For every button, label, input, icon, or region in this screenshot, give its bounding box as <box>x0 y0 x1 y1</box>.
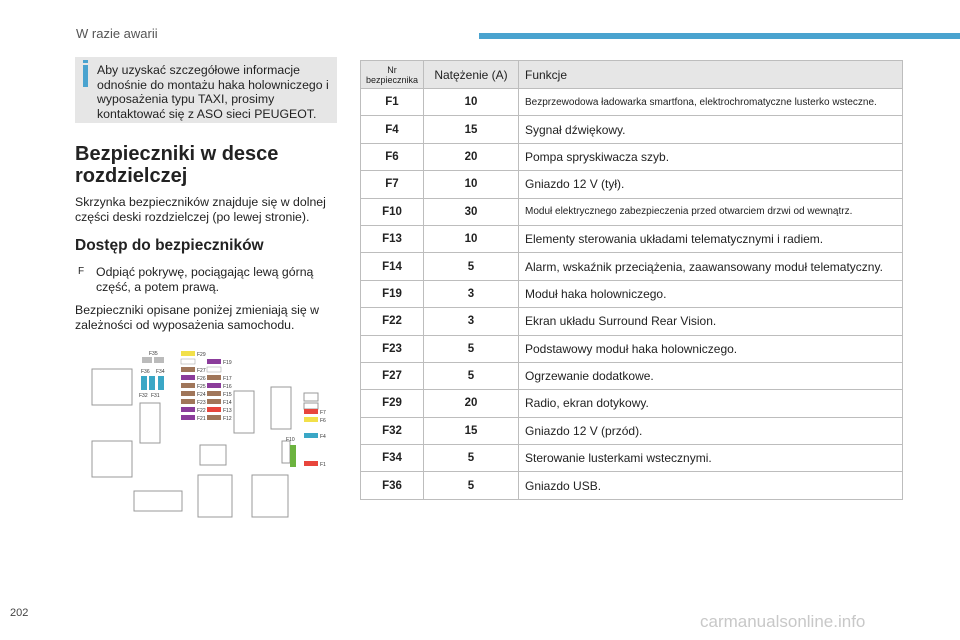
table-row <box>361 417 903 444</box>
fuse-number-cell: F14 <box>361 253 424 280</box>
section-title <box>75 143 345 187</box>
label-F35: F35 <box>149 351 158 357</box>
fuse-number-cell: F4 <box>361 116 424 143</box>
amperage-cell: 5 <box>424 362 519 389</box>
function-cell: Gniazdo 12 V (tył). <box>519 171 903 198</box>
fuse-number-cell: F10 <box>361 198 424 225</box>
table-row <box>361 253 903 280</box>
table-row <box>361 308 903 335</box>
table-row <box>361 171 903 198</box>
label-F15: F15 <box>223 392 232 398</box>
table-row <box>361 198 903 225</box>
label-F25: F25 <box>197 384 206 390</box>
table-row <box>361 362 903 389</box>
function-cell: Sygnał dźwiękowy. <box>519 116 903 143</box>
function-cell: Elementy sterowania układami telematycznymi i radiem. <box>519 225 903 252</box>
function-cell: Moduł haka holowniczego. <box>519 280 903 307</box>
label-F4: F4 <box>320 434 326 440</box>
amperage-cell: 15 <box>424 116 519 143</box>
fuse-number-cell: F22 <box>361 308 424 335</box>
info-text: Aby uzyskać szczegółowe informacje odnośnie do montażu haka holowniczego i wyposażenia typu TAXI, prosimy kontaktować się z ASO sieci PEUGEOT. <box>97 63 329 121</box>
function-cell: Bezprzewodowa ładowarka smartfona, elektrochromatyczne lusterko wsteczne. <box>519 89 903 116</box>
watermark: carmanualsonline.info <box>700 612 866 631</box>
label-F1: F1 <box>320 462 326 468</box>
step-bullet-icon: F <box>78 266 85 277</box>
label-F7: F7 <box>320 410 326 416</box>
fuse-number-cell: F36 <box>361 472 424 499</box>
label-F27: F27 <box>197 368 206 374</box>
label-F26: F26 <box>197 376 206 382</box>
table-row <box>361 89 903 116</box>
info-icon <box>83 65 88 87</box>
label-F34: F34 <box>156 369 165 375</box>
info-box <box>75 57 337 123</box>
page-header-title: W razie awarii <box>76 26 158 41</box>
function-cell: Podstawowy moduł haka holowniczego. <box>519 335 903 362</box>
function-cell: Gniazdo USB. <box>519 472 903 499</box>
label-F21: F21 <box>197 416 206 422</box>
label-F19: F19 <box>223 360 232 366</box>
amperage-cell: 5 <box>424 335 519 362</box>
function-cell: Pompa spryskiwacza szyb. <box>519 143 903 170</box>
header-functions: Funkcje <box>519 61 903 89</box>
table-row <box>361 335 903 362</box>
amperage-cell: 5 <box>424 472 519 499</box>
fuse-number-cell: F7 <box>361 171 424 198</box>
label-F17: F17 <box>223 376 232 382</box>
amperage-cell: 3 <box>424 308 519 335</box>
amperage-cell: 10 <box>424 225 519 252</box>
fuse-box-diagram <box>86 345 336 525</box>
fuse-number-cell: F6 <box>361 143 424 170</box>
access-title: Dostęp do bezpieczników <box>75 237 264 254</box>
label-F32: F32 <box>139 393 148 399</box>
label-F14: F14 <box>223 400 232 406</box>
table-row <box>361 280 903 307</box>
fuse-number-cell: F19 <box>361 280 424 307</box>
fuse-number-cell: F1 <box>361 89 424 116</box>
page-number: 202 <box>10 607 29 619</box>
amperage-cell: 30 <box>424 198 519 225</box>
amperage-cell: 5 <box>424 253 519 280</box>
amperage-cell: 15 <box>424 417 519 444</box>
equipment-note: Bezpieczniki opisane poniżej zmieniają się w zależności od wyposażenia samochodu. <box>75 303 320 332</box>
fuse-number-cell: F23 <box>361 335 424 362</box>
table-row <box>361 390 903 417</box>
label-F22: F22 <box>197 408 206 414</box>
fuse-number-cell: F27 <box>361 362 424 389</box>
label-F29: F29 <box>197 352 206 358</box>
label-F31: F31 <box>151 393 160 399</box>
step-text: Odpiąć pokrywę, pociągając lewą górną część, a potem prawą. <box>96 265 314 294</box>
location-paragraph: Skrzynka bezpieczników znajduje się w dolnej części deski rozdzielczej (po lewej stronie). <box>75 195 326 224</box>
amperage-cell: 10 <box>424 89 519 116</box>
section-title-line2: rozdzielczej <box>75 165 188 187</box>
fuse-number-cell: F13 <box>361 225 424 252</box>
access-step <box>78 265 338 294</box>
function-cell: Moduł elektrycznego zabezpieczenia przed otwarciem drzwi od wewnątrz. <box>519 198 903 225</box>
fuse-table <box>360 60 903 500</box>
table-header-row <box>361 61 903 89</box>
table-row <box>361 472 903 499</box>
label-F24: F24 <box>197 392 206 398</box>
table-row <box>361 143 903 170</box>
table-row <box>361 445 903 472</box>
function-cell: Ogrzewanie dodatkowe. <box>519 362 903 389</box>
label-F10: F10 <box>286 437 295 443</box>
header-fuse-number: Nr bezpiecznika <box>361 61 424 89</box>
label-F23: F23 <box>197 400 206 406</box>
label-F16: F16 <box>223 384 232 390</box>
label-F12: F12 <box>223 416 232 422</box>
header-accent-bar <box>479 33 960 39</box>
amperage-cell: 10 <box>424 171 519 198</box>
fuse-number-cell: F32 <box>361 417 424 444</box>
function-cell: Sterowanie lusterkami wstecznymi. <box>519 445 903 472</box>
amperage-cell: 5 <box>424 445 519 472</box>
table-row <box>361 225 903 252</box>
function-cell: Gniazdo 12 V (przód). <box>519 417 903 444</box>
function-cell: Radio, ekran dotykowy. <box>519 390 903 417</box>
amperage-cell: 20 <box>424 390 519 417</box>
function-cell: Ekran układu Surround Rear Vision. <box>519 308 903 335</box>
amperage-cell: 3 <box>424 280 519 307</box>
label-F36: F36 <box>141 369 150 375</box>
header-amperage: Natężenie (A) <box>424 61 519 89</box>
fuse-number-cell: F34 <box>361 445 424 472</box>
section-title-line1: Bezpieczniki w desce <box>75 143 279 165</box>
table-row <box>361 116 903 143</box>
function-cell: Alarm, wskaźnik przeciążenia, zaawansowany moduł telematyczny. <box>519 253 903 280</box>
amperage-cell: 20 <box>424 143 519 170</box>
fuse-number-cell: F29 <box>361 390 424 417</box>
label-F13: F13 <box>223 408 232 414</box>
label-F6: F6 <box>320 418 326 424</box>
